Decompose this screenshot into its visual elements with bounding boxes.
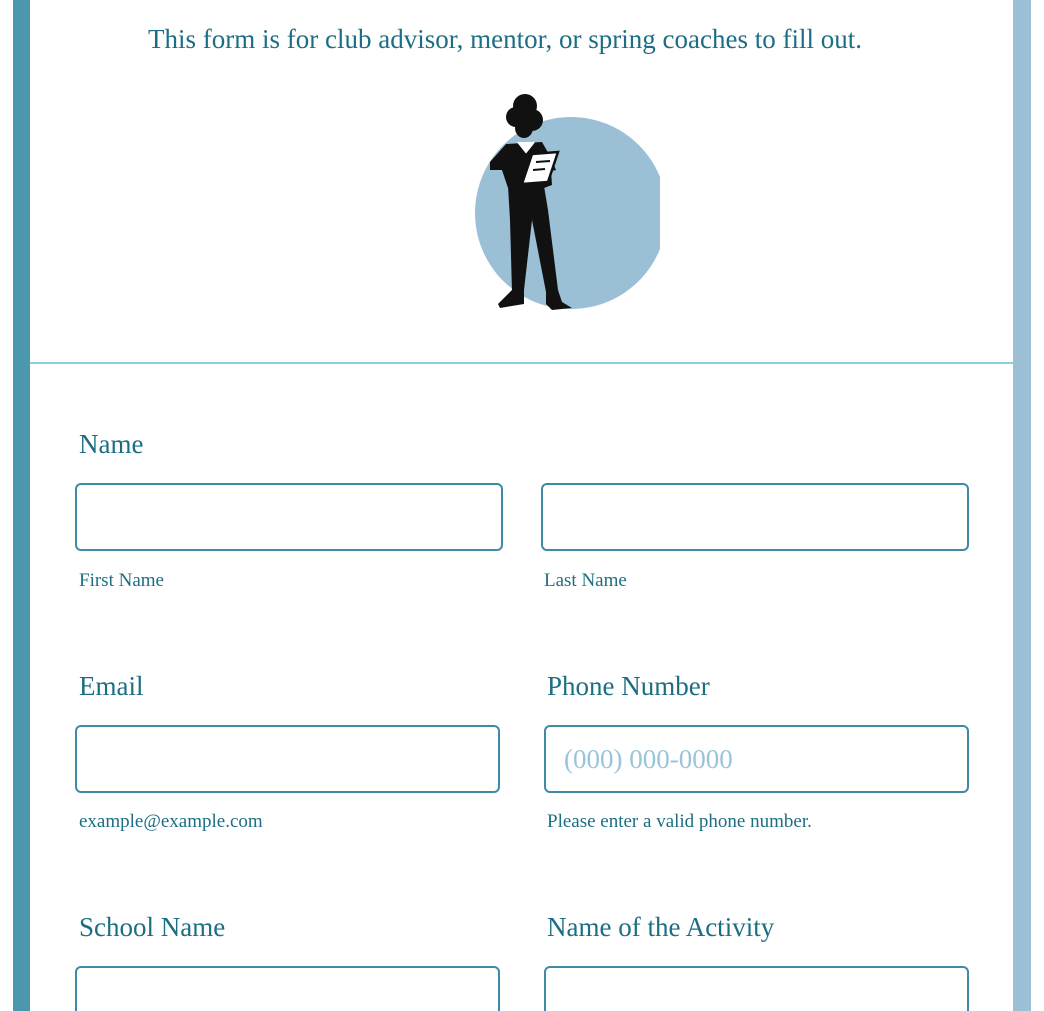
school-name-input[interactable] — [75, 966, 500, 1011]
first-name-sublabel: First Name — [79, 570, 164, 591]
email-input[interactable] — [75, 725, 500, 793]
activity-name-label: Name of the Activity — [547, 912, 775, 942]
first-name-input[interactable] — [75, 483, 503, 551]
form-subtitle: This form is for club advisor, mentor, or spring coaches to fill out. — [148, 24, 862, 54]
left-border-bar — [13, 0, 30, 1011]
form-card — [30, 0, 1013, 1011]
right-border-bar — [1013, 0, 1031, 1011]
phone-input[interactable] — [544, 725, 969, 793]
email-hint: example@example.com — [79, 811, 263, 832]
email-label: Email — [79, 671, 144, 701]
person-with-clipboard-icon — [440, 90, 660, 320]
name-label: Name — [79, 429, 144, 459]
phone-label: Phone Number — [547, 671, 710, 701]
school-name-label: School Name — [79, 912, 226, 942]
section-divider — [30, 362, 1013, 364]
last-name-input[interactable] — [541, 483, 969, 551]
illustration-circle — [475, 117, 660, 309]
phone-hint: Please enter a valid phone number. — [547, 811, 812, 832]
activity-name-input[interactable] — [544, 966, 969, 1011]
last-name-sublabel: Last Name — [544, 570, 627, 591]
